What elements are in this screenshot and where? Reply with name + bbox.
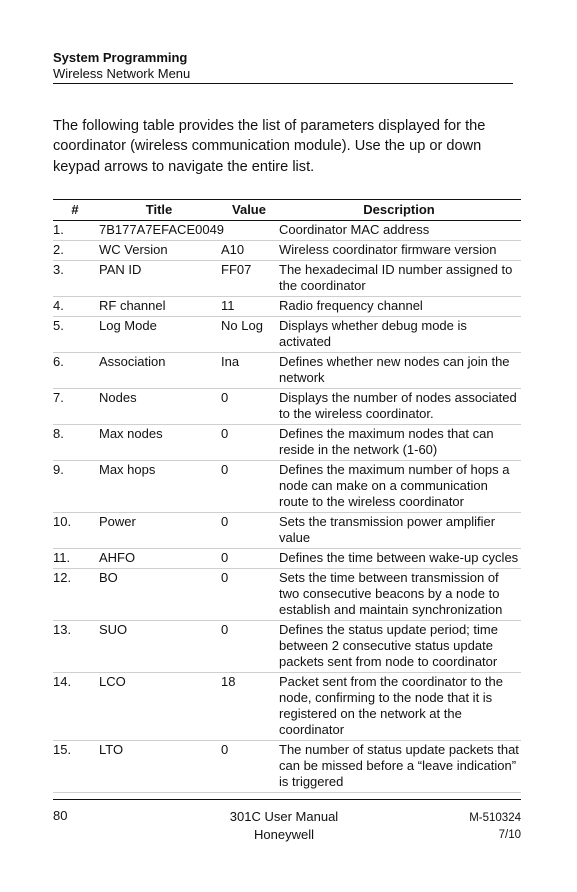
table-row [53, 569, 521, 621]
row-title: Max hops [99, 461, 221, 513]
row-description: Defines whether new nodes can join the network [279, 353, 521, 389]
row-title: WC Version [99, 241, 221, 261]
table-row [53, 389, 521, 425]
table-row [53, 461, 521, 513]
row-description: Sets the transmission power amplifier value [279, 513, 521, 549]
row-value: FF07 [221, 261, 279, 297]
row-value: 0 [221, 513, 279, 549]
table-row [53, 621, 521, 673]
row-title: Log Mode [99, 317, 221, 353]
row-value: 0 [221, 569, 279, 621]
row-number: 11. [53, 549, 99, 569]
row-value: 11 [221, 297, 279, 317]
row-number: 1. [53, 221, 99, 241]
document-number: M-510324 [469, 812, 521, 824]
row-number: 7. [53, 389, 99, 425]
column-header-title: Title [99, 200, 221, 221]
row-number: 13. [53, 621, 99, 673]
row-title: SUO [99, 621, 221, 673]
row-number: 14. [53, 673, 99, 741]
row-description: Wireless coordinator firmware version [279, 241, 521, 261]
row-description: Defines the maximum number of hops a node can make on a communication route to the wireless coordinator [279, 461, 521, 513]
company-name: Honeywell [254, 827, 314, 842]
intro-paragraph: The following table provides the list of parameters displayed for the coordinator (wireless communication module). Use the up or down keypad arrows to navigate the entire list. [53, 117, 486, 175]
row-title: BO [99, 569, 221, 621]
row-number: 3. [53, 261, 99, 297]
row-description: Radio frequency channel [279, 297, 521, 317]
section-title: System Programming [53, 50, 188, 65]
row-number: 6. [53, 353, 99, 389]
row-value: Ina [221, 353, 279, 389]
column-header-value: Value [221, 200, 279, 221]
row-description: The hexadecimal ID number assigned to the coordinator [279, 261, 521, 297]
mac-address-value: 7B177A7EFACE0049 [99, 221, 279, 241]
row-title: AHFO [99, 549, 221, 569]
row-title: Association [99, 353, 221, 389]
table-header-row [53, 200, 521, 221]
row-title: LTO [99, 741, 221, 793]
column-header-number: # [53, 200, 99, 221]
row-value: 18 [221, 673, 279, 741]
row-description: Defines the status update period; time between 2 consecutive status update packets sent from node to coordinator [279, 621, 521, 673]
row-title: Power [99, 513, 221, 549]
table-row [53, 297, 521, 317]
row-title: RF channel [99, 297, 221, 317]
table-row [53, 353, 521, 389]
row-number: 12. [53, 569, 99, 621]
row-value: 0 [221, 621, 279, 673]
table-row [53, 317, 521, 353]
row-number: 10. [53, 513, 99, 549]
row-value: A10 [221, 241, 279, 261]
row-number: 2. [53, 241, 99, 261]
table-row [53, 261, 521, 297]
table-row [53, 221, 521, 241]
row-description: Displays whether debug mode is activated [279, 317, 521, 353]
row-title: PAN ID [99, 261, 221, 297]
row-number: 4. [53, 297, 99, 317]
column-header-description: Description [279, 200, 521, 221]
row-value: 0 [221, 389, 279, 425]
row-number: 15. [53, 741, 99, 793]
row-number: 9. [53, 461, 99, 513]
section-subtitle: Wireless Network Menu [53, 66, 191, 81]
header-divider [53, 83, 513, 84]
row-description: Coordinator MAC address [279, 221, 521, 241]
row-number: 5. [53, 317, 99, 353]
manual-title: 301C User Manual [229, 809, 339, 824]
footer-right [469, 810, 521, 844]
row-title: Max nodes [99, 425, 221, 461]
row-description: Defines the maximum nodes that can reside in the network (1-60) [279, 425, 521, 461]
document-date: 7/10 [498, 829, 521, 841]
table-row [53, 513, 521, 549]
footer-divider [53, 799, 521, 800]
table-row [53, 673, 521, 741]
parameters-table [53, 199, 521, 793]
row-value: 0 [221, 741, 279, 793]
row-value: 0 [221, 461, 279, 513]
row-description: The number of status update packets that can be missed before a “leave indication” is triggered [279, 741, 521, 793]
table-body [53, 221, 521, 793]
row-value: 0 [221, 425, 279, 461]
table-row [53, 741, 521, 793]
table-row [53, 241, 521, 261]
row-number: 8. [53, 425, 99, 461]
table-row [53, 425, 521, 461]
page-header [53, 50, 513, 82]
table-row [53, 549, 521, 569]
row-description: Displays the number of nodes associated to the wireless coordinator. [279, 389, 521, 425]
row-description: Packet sent from the coordinator to the node, confirming to the node that it is registered on the network at the coordinator [279, 673, 521, 741]
footer-center [187, 808, 381, 844]
row-description: Defines the time between wake-up cycles [279, 549, 521, 569]
row-value: No Log [221, 317, 279, 353]
row-description: Sets the time between transmission of two consecutive beacons by a node to establish and maintain synchronization [279, 569, 521, 621]
page-number: 80 [53, 808, 68, 823]
row-title: LCO [99, 673, 221, 741]
row-value: 0 [221, 549, 279, 569]
row-title: Nodes [99, 389, 221, 425]
